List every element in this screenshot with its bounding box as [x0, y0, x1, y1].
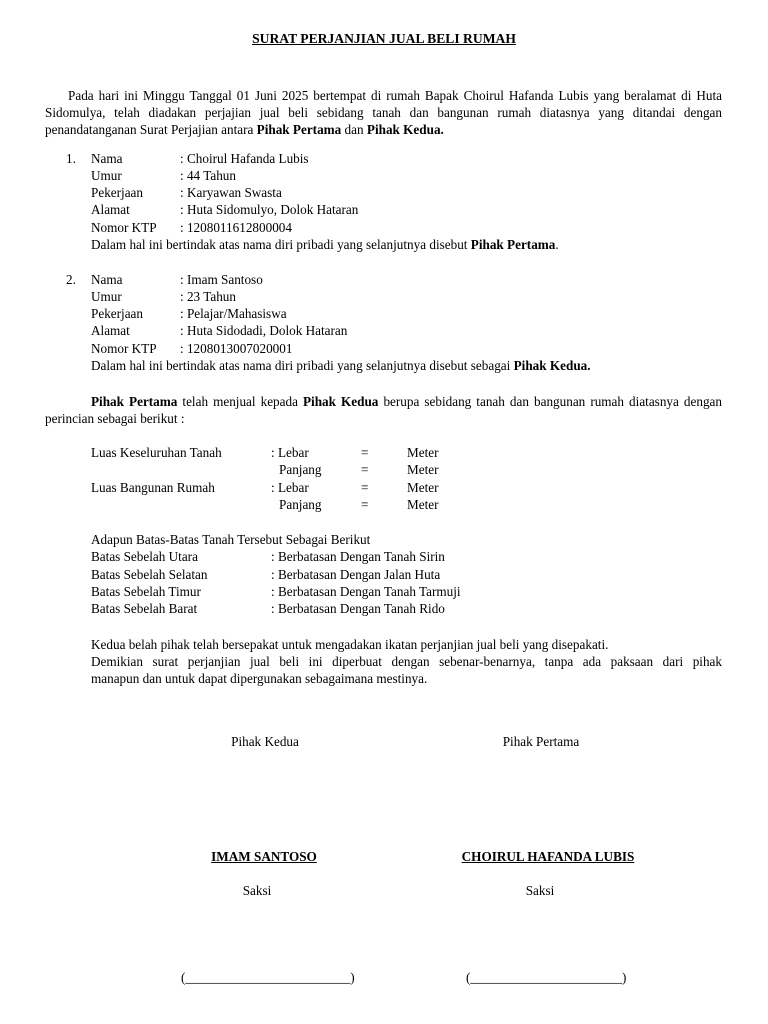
land-total-length: Panjang — [279, 462, 322, 477]
border-south-label: Batas Sebelah Selatan — [91, 567, 208, 582]
witness-signature-line-right: (_______________________) — [466, 970, 627, 985]
border-north-label: Batas Sebelah Utara — [91, 549, 198, 564]
party-row-name: Nama : Choirul Hafanda Lubis — [91, 151, 309, 166]
border-east-value: : Berbatasan Dengan Tanah Tarmuji — [271, 584, 461, 599]
border-east-label: Batas Sebelah Timur — [91, 584, 201, 599]
border-north-value: : Berbatasan Dengan Tanah Sirin — [271, 549, 445, 564]
land-building-label: Luas Bangunan Rumah — [91, 480, 215, 495]
party-closing: Dalam hal ini bertindak atas nama diri pribadi yang selanjutnya disebut sebagai Pihak Kedua. — [91, 358, 591, 373]
land-total-label: Luas Keseluruhan Tanah — [91, 445, 222, 460]
border-south-value: : Berbatasan Dengan Jalan Huta — [271, 567, 441, 582]
intro-party-second: Pihak Kedua. — [366, 122, 444, 138]
witness-signature-line-left: (_________________________) — [181, 970, 355, 985]
party-row-address: Alamat : Huta Sidomulyo, Dolok Hataran — [91, 202, 359, 217]
party-row-id: Nomor KTP : 1208013007020001 — [91, 341, 293, 356]
intro-and: dan — [341, 122, 367, 138]
sale-paragraph: Pihak Pertama telah menjual kepada Pihak Kedua berupa sebidang tanah dan bangunan rumah diatasnya dengan perincian sebagai berikut : — [45, 394, 722, 427]
party-row-address: Alamat : Huta Sidodadi, Dolok Hataran — [91, 323, 348, 338]
signature-name-buyer: IMAM SANTOSO — [211, 849, 317, 864]
party-row-age: Umur : 44 Tahun — [91, 168, 236, 183]
intro-party-first: Pihak Pertama — [256, 122, 342, 138]
document-page: SURAT PERJANJIAN JUAL BELI RUMAH Pada hari ini Minggu Tanggal 01 Juni 2025 bertempat di rumah Bapak Choirul Hafanda Lubis yang beralamat di Huta Sidomulya, telah diadakan perjajian jual beli sebidang tanah dan bangunan rumah diatasnya yang ditandai dengan penandatanganan Surat Perjajian antara Pihak Pertama dan Pihak Kedua. 1. Nama : Choirul Hafanda Lubis Umur : 44 Tahun Pekerjaan : Karyawan Swasta Alamat : Huta Sidomulyo, Dolok Hataran Nomor KTP : 1208011612800004 Dalam hal ini bertindak atas nama diri pribadi yang selanjutnya disebut Pihak Pertama. 2. Nama : Imam Santoso Umur : 23 Tahun Pekerjaan : Pelajar/Mahasiswa Alamat : Huta Sidodadi, Dolok Hataran Nomor KTP : 1208013007020001 Dalam hal ini bertindak atas nama diri pribadi yang selanjutnya disebut sebagai Pihak Kedua. Pihak Pertama telah menjual kepada Pihak Kedua berupa sebidang tanah dan bangunan rumah diatasnya dengan perincian sebagai berikut : Luas Keseluruhan Tanah : Lebar = Meter Panjang = Meter Luas Bangunan Rumah : Lebar = Meter Panjang = Meter Adapun Batas-Batas Tanah Tersebut Sebagai Berikut Batas Sebelah Utara : Berbatasan Dengan Tanah Sirin Batas Sebelah Selatan : Berbatasan Dengan Jalan Huta Batas Sebelah Timur : Berbatasan Dengan Tanah Tarmuji Batas Sebelah Barat : Berbatasan Dengan Tanah Rido Kedua belah pihak telah bersepakat untuk mengadakan ikatan perjanjian jual beli yang disepakati. Demikian surat perjanjian jual beli ini diperbuat dengan sebenar-benarnya, tanpa ada paksaan dari pihak manapun dan untuk dapat dipergunakan sebagaimana mestinya. Pihak Kedua Pihak Pertama IMAM SANTOSO CHOIRUL HAFANDA LUBIS Saksi Saksi (_________________________) (_______________________) — [0, 0, 768, 1024]
party-row-id: Nomor KTP : 1208011612800004 — [91, 220, 292, 235]
border-west-label: Batas Sebelah Barat — [91, 601, 198, 616]
witness-label-right: Saksi — [525, 883, 555, 898]
signature-name-seller: CHOIRUL HAFANDA LUBIS — [461, 849, 635, 864]
party-number: 2. — [66, 272, 76, 287]
party-row-age: Umur : 23 Tahun — [91, 289, 236, 304]
borders-heading: Adapun Batas-Batas Tanah Tersebut Sebagai Berikut — [91, 532, 371, 547]
intro-paragraph — [45, 87, 722, 139]
land-building-width: : Lebar — [271, 480, 309, 495]
party-closing: Dalam hal ini bertindak atas nama diri pribadi yang selanjutnya disebut Pihak Pertama. — [91, 237, 559, 252]
party-row-name: Nama : Imam Santoso — [91, 272, 263, 287]
border-west-value: : Berbatasan Dengan Tanah Rido — [271, 601, 445, 616]
party-row-job: Pekerjaan : Pelajar/Mahasiswa — [91, 306, 287, 321]
witness-label-left: Saksi — [242, 883, 272, 898]
signature-label-buyer: Pihak Kedua — [231, 734, 299, 749]
party-row-job: Pekerjaan : Karyawan Swasta — [91, 185, 282, 200]
party-number: 1. — [66, 151, 76, 166]
signature-label-seller: Pihak Pertama — [502, 734, 580, 749]
document-title: SURAT PERJANJIAN JUAL BELI RUMAH — [252, 31, 516, 46]
intro-text: Pada hari ini Minggu Tanggal 01 Juni 2025 bertempat di rumah Bapak Choirul Hafanda Lubis yang beralamat di Huta Sidomulya, telah diadakan perjajian jual beli sebidang tanah dan bangunan rumah diatasnya yang ditandai dengan penandatanganan Surat Perjajian antara — [45, 88, 722, 138]
land-building-length: Panjang — [279, 497, 322, 512]
land-total-width: : Lebar — [271, 445, 309, 460]
